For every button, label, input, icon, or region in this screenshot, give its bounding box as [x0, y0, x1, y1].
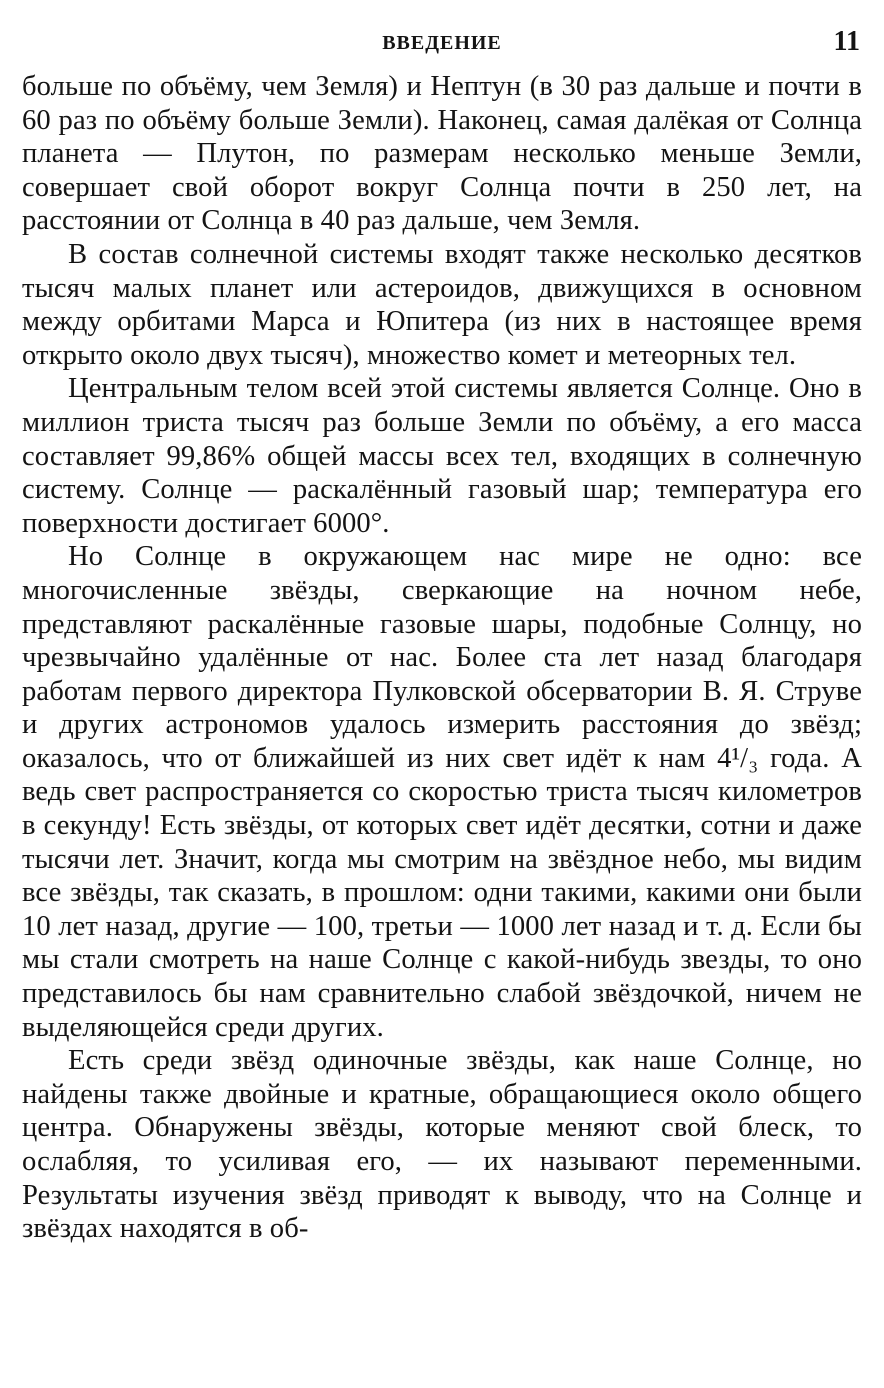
- body-text: [22, 70, 862, 1246]
- paragraph-3: Центральным телом всей этой системы является Солнце. Оно в миллион триста тысяч раз больше Земли по объёму, а его масса составляет 99,86% общей массы всех тел, входящих в солнечную систему. Солнце — раскалённый газовый шар; температура его поверхности достигает 6000°.: [22, 373, 862, 539]
- page-number: 11: [833, 26, 860, 57]
- page-header: [22, 14, 862, 60]
- paragraph-2: В состав солнечной системы входят также несколько десятков тысяч малых планет или астероидов, движущихся в основном между орбитами Марса и Юпитера (из них в настоящее время открыто около двух тысяч), множество комет и метеорных тел.: [22, 238, 862, 371]
- running-head: ВВЕДЕНИЕ: [382, 32, 502, 54]
- paragraph-1: больше по объёму, чем Земля) и Нептун (в 30 раз дальше и почти в 60 раз по объёму больше Земли). Наконец, самая далёкая от Солнца планета — Плутон, по размерам несколько меньше Земли, совершает свой оборот вокруг Солнца почти в 250 лет, на расстоянии от Солнца в 40 раз дальше, чем Земля.: [22, 71, 862, 237]
- paragraph-5: Есть среди звёзд одиночные звёзды, как наше Солнце, но найдены также двойные и кратные, обращающиеся около общего центра. Обнаружены звёзды, которые меняют свой блеск, то ослабляя, то усиливая его, — их называют переменными. Результаты изучения звёзд приводят к выводу, что на Солнце и звёздах находятся в об-: [22, 1045, 862, 1245]
- paragraph-4: Но Солнце в окружающем нас мире не одно: все многочисленные звёзды, сверкающие на ночном небе, представляют раскалённые газовые шары, подобные Солнцу, но чрезвычайно удалённые от нас. Более ста лет назад благодаря работам первого директора Пулковской обсерватории В. Я. Струве и других астрономов удалось измерить расстояния до звёзд; оказалось, что от ближайшей из них свет идёт к нам 4¹/₃ года. А ведь свет распространяется со скоростью триста тысяч километров в секунду! Есть звёзды, от которых свет идёт десятки, сотни и даже тысячи лет. Значит, когда мы смотрим на звёздное небо, мы видим все звёзды, так сказать, в прошлом: одни такими, какими они были 10 лет назад, другие — 100, третьи — 1000 лет назад и т. д. Если бы мы стали смотреть на наше Солнце с какой-нибудь звезды, то оно представилось бы нам сравнительно слабой звёздочкой, ничем не выделяющейся среди других.: [22, 541, 862, 1043]
